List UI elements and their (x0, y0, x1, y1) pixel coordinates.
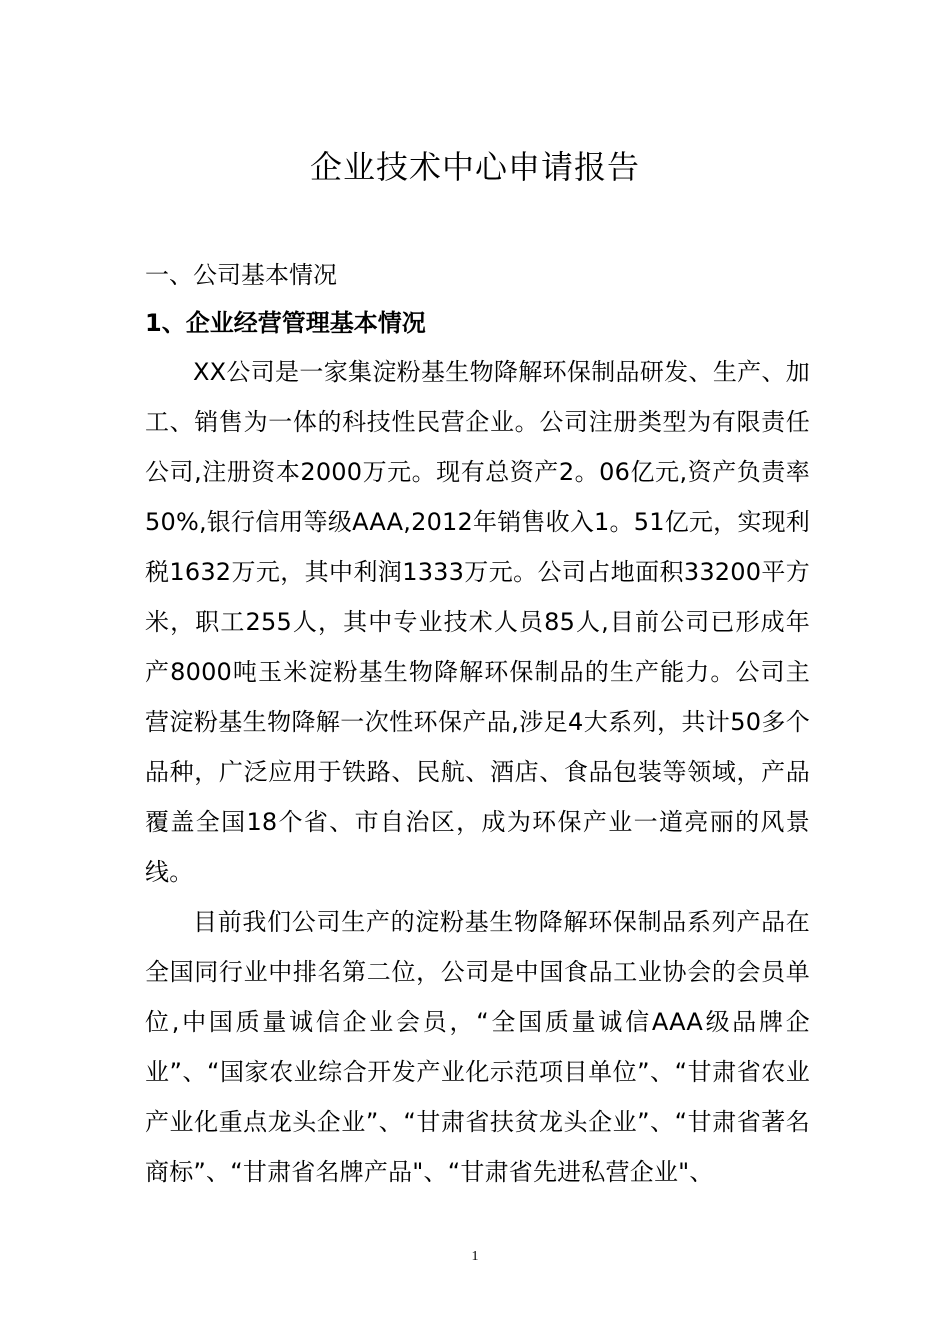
page-number: 1 (471, 1249, 479, 1264)
document-title: 企业技术中心申请报告 (309, 148, 640, 186)
body-paragraph: 目前我们公司生产的淀粉基生物降解环保制品系列产品在全国同行业中排名第二位，公司是中国食品工业协会的会员单位,中国质量诚信企业会员，“全国质量诚信AAA级品牌企业”、“国家农业综合开发产业化示范项目单位”、“甘肃省农业产业化重点龙头企业”、“甘肃省扶贫龙头企业”、“甘肃省著名商标”、“甘肃省名牌产品"、“甘肃省先进私营企业"、 (145, 908, 810, 1186)
section-heading: 一、公司基本情况 (145, 261, 337, 289)
subsection-heading: 1、企业经营管理基本情况 (145, 309, 426, 337)
body-paragraph: XX公司是一家集淀粉基生物降解环保制品研发、生产、加工、销售为一体的科技性民营企业。公司注册类型为有限责任公司,注册资本2000万元。现有总资产2。06亿元,资产负责率50%,银行信用等级AAA,2012年销售收入1。51亿元，实现利税1632万元，其中利润1333万元。公司占地面积33200平方米，职工255人，其中专业技术人员85人,目前公司已形成年产8000吨玉米淀粉基生物降解环保制品的生产能力。公司主营淀粉基生物降解一次性环保产品,涉足4大系列，共计50多个品种，广泛应用于铁路、民航、酒店、食品包装等领域，产品覆盖全国18个省、市自治区，成为环保产业一道亮丽的风景线。 (145, 358, 810, 886)
